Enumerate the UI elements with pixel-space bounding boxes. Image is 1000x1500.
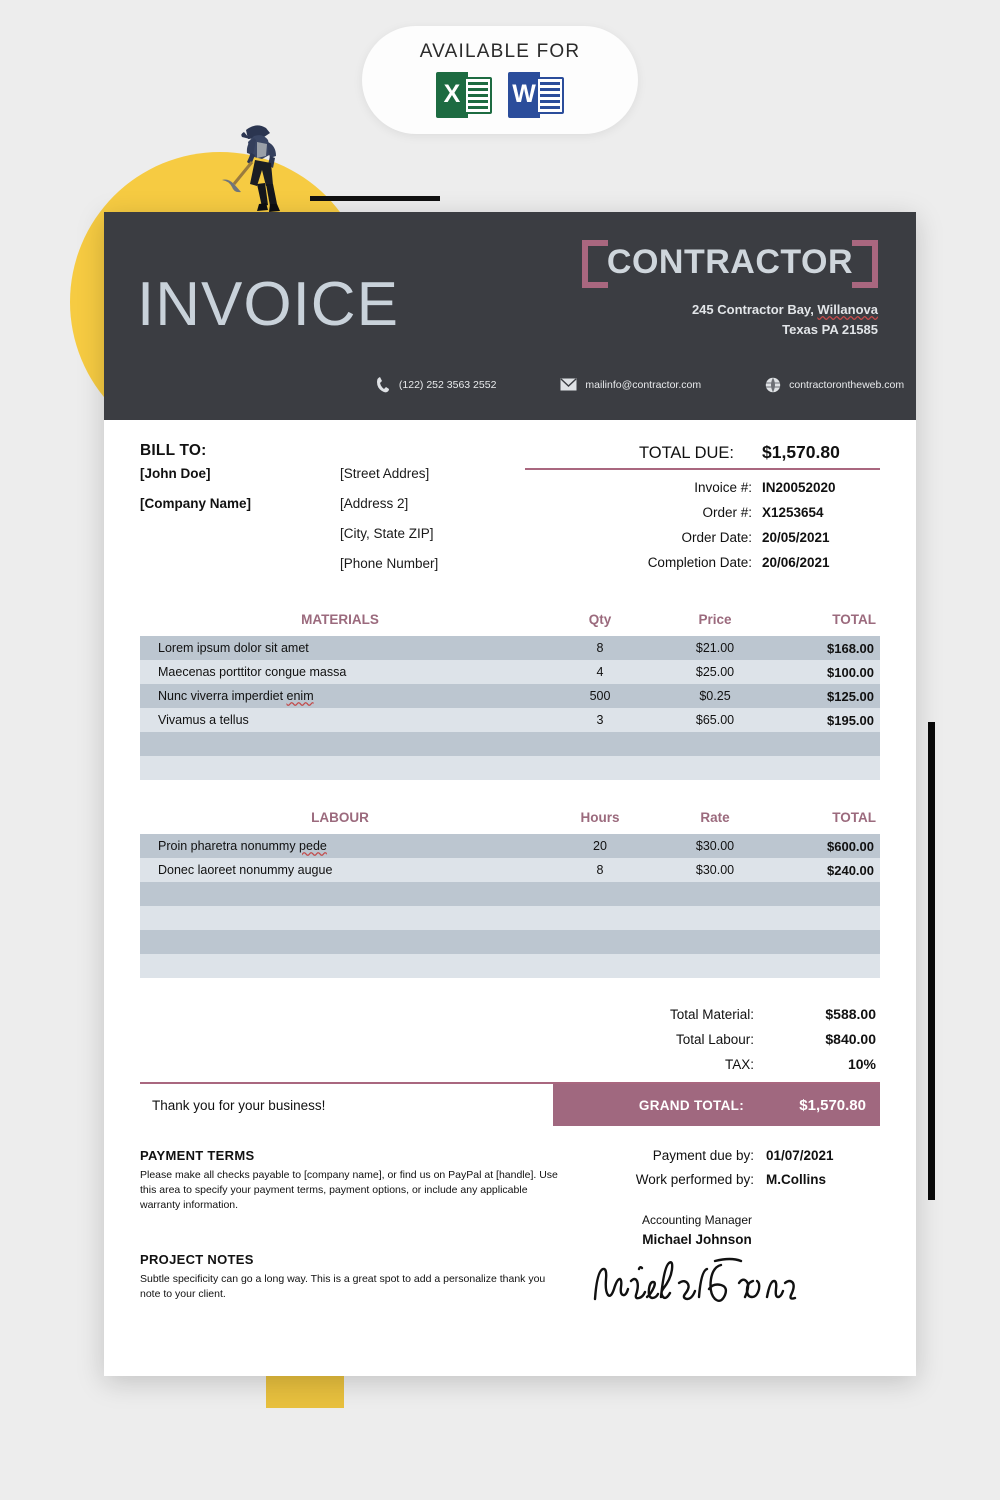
meta-value: 20/05/2021 <box>762 530 830 545</box>
meta-row-order-date <box>525 530 880 545</box>
mail-icon <box>560 378 577 391</box>
word-icon-letter: W <box>508 72 540 118</box>
materials-header-desc: MATERIALS <box>301 612 379 627</box>
row-price: $25.00 <box>695 665 735 679</box>
labour-header-rate: Rate <box>700 810 730 825</box>
project-notes-heading: PROJECT NOTES <box>140 1251 254 1267</box>
footer-left-column <box>140 1148 560 1318</box>
spellcheck-word: enim <box>286 689 314 703</box>
black-bar-right-decoration <box>928 722 935 1200</box>
payment-terms-body: Please make all checks payable to [company name], or find us on PayPal at [handle]. Use this area to specify your payment terms, payment options, or include any applicable warranty information. <box>140 1169 558 1212</box>
totals-block <box>140 1006 880 1072</box>
signature-name: Michael Johnson <box>642 1232 752 1247</box>
spellcheck-word: pede <box>299 839 327 853</box>
meta-row-invoice-number <box>525 480 880 495</box>
work-performed-label: Work performed by: <box>635 1172 754 1187</box>
row-desc: Vivamus a tellus <box>158 713 249 727</box>
grand-total-value: $1,570.80 <box>799 1096 866 1114</box>
invoice-footer <box>140 1148 880 1318</box>
labour-table-header <box>140 810 880 834</box>
total-material-row <box>140 1006 880 1022</box>
materials-header-price: Price <box>698 612 732 627</box>
work-performed-value: M.Collins <box>766 1172 826 1187</box>
row-rate: $30.00 <box>695 863 735 877</box>
row-desc: Lorem ipsum dolor sit amet <box>158 641 309 655</box>
company-address-line2: Texas PA 21585 <box>782 321 878 337</box>
table-row-empty[interactable] <box>140 732 880 756</box>
table-row-empty[interactable] <box>140 930 880 954</box>
table-row[interactable] <box>140 708 880 732</box>
bill-to-address <box>340 466 525 586</box>
materials-table <box>140 612 880 780</box>
thank-you-text: Thank you for your business! <box>152 1098 326 1113</box>
work-performed-row <box>560 1172 874 1187</box>
table-row[interactable] <box>140 636 880 660</box>
materials-header-qty: Qty <box>588 612 612 627</box>
meta-label: Invoice #: <box>694 480 752 495</box>
materials-table-header <box>140 612 880 636</box>
bill-to-address2: [Address 2] <box>340 496 409 511</box>
total-label: Total Labour: <box>675 1032 754 1047</box>
excel-icon-letter: X <box>436 72 468 118</box>
globe-icon <box>765 377 781 393</box>
invoice-header <box>104 212 916 420</box>
row-total: $125.00 <box>827 688 874 704</box>
excel-icon-sheet <box>464 77 492 114</box>
company-address <box>582 300 878 339</box>
table-row-empty[interactable] <box>140 882 880 906</box>
table-row[interactable] <box>140 660 880 684</box>
payment-due-row <box>560 1148 874 1163</box>
tax-row <box>140 1056 880 1072</box>
contact-phone-text: (122) 252 3563 2552 <box>398 378 497 391</box>
project-notes-block <box>140 1252 560 1302</box>
row-qty: 500 <box>589 689 611 703</box>
grand-total-bar <box>553 1084 880 1126</box>
total-value: $840.00 <box>825 1031 876 1047</box>
row-qty: 8 <box>596 641 604 655</box>
row-total: $100.00 <box>827 664 874 680</box>
labour-header-total: TOTAL <box>832 810 876 825</box>
available-for-badge <box>362 26 638 134</box>
contact-website <box>765 377 904 393</box>
header-contacts <box>104 376 916 393</box>
badge-title: AVAILABLE FOR <box>419 40 581 62</box>
excel-icon <box>436 70 492 120</box>
total-value: 10% <box>847 1056 876 1072</box>
materials-header-total: TOTAL <box>832 612 876 627</box>
table-row-empty[interactable] <box>140 906 880 930</box>
row-total: $240.00 <box>827 862 874 878</box>
yellow-rect-bottom-decoration <box>266 1376 344 1408</box>
total-label: Total Material: <box>669 1007 754 1022</box>
meta-value: IN20052020 <box>762 480 836 495</box>
badge-icon-group <box>436 70 564 120</box>
total-due-row <box>525 442 880 470</box>
footer-right-column <box>560 1148 880 1318</box>
meta-row-order-number <box>525 505 880 520</box>
meta-value: 20/06/2021 <box>762 555 830 570</box>
signature-image <box>560 1253 834 1318</box>
row-price: $0.25 <box>699 689 731 703</box>
total-labour-row <box>140 1031 880 1047</box>
row-qty: 4 <box>596 665 604 679</box>
contact-email-text: mailinfo@contractor.com <box>585 378 702 391</box>
worker-figurine-image <box>210 112 300 222</box>
table-row[interactable] <box>140 834 880 858</box>
meta-row-completion-date <box>525 555 880 570</box>
bill-to-phone: [Phone Number] <box>340 556 439 571</box>
payment-due-label: Payment due by: <box>652 1148 754 1163</box>
invoice-sheet <box>104 212 916 1376</box>
meta-label: Completion Date: <box>647 555 752 570</box>
bill-to-street: [Street Addres] <box>340 466 430 481</box>
bill-to-block <box>140 442 525 586</box>
labour-header-desc: LABOUR <box>311 810 369 825</box>
payment-due-value: 01/07/2021 <box>766 1148 834 1163</box>
black-bar-top-decoration <box>310 196 440 201</box>
row-price: $21.00 <box>695 641 735 655</box>
signature-block <box>560 1213 874 1318</box>
meta-value: X1253654 <box>762 505 824 520</box>
total-due-value: $1,570.80 <box>762 442 840 462</box>
table-row-empty[interactable] <box>140 954 880 978</box>
row-desc: Donec laoreet nonummy augue <box>158 863 333 877</box>
total-value: $588.00 <box>825 1006 876 1022</box>
word-icon <box>508 70 564 120</box>
row-total: $195.00 <box>827 712 874 728</box>
phone-icon <box>376 376 391 393</box>
contact-phone <box>376 376 497 393</box>
row-hours: 20 <box>593 839 607 853</box>
word-icon-page <box>536 77 564 114</box>
bill-to-city: [City, State ZIP] <box>340 526 434 541</box>
row-total: $168.00 <box>827 640 874 656</box>
meta-label: Order #: <box>702 505 752 520</box>
bill-to-heading: BILL TO: <box>140 442 207 459</box>
row-total: $600.00 <box>827 838 874 854</box>
table-row-empty[interactable] <box>140 756 880 780</box>
grand-total-label: GRAND TOTAL: <box>638 1097 744 1113</box>
row-qty: 3 <box>596 713 604 727</box>
company-address-line1: 245 Contractor Bay, Willanova <box>691 302 878 317</box>
bill-and-meta-row <box>140 442 880 586</box>
meta-label: Order Date: <box>681 530 752 545</box>
labour-header-hours: Hours <box>580 810 620 825</box>
page-title: INVOICE <box>137 270 399 339</box>
bill-to-names <box>140 466 340 586</box>
bill-to-company: [Company Name] <box>140 496 252 511</box>
row-desc: Proin pharetra nonummy pede <box>158 839 327 853</box>
row-hours: 8 <box>596 863 604 877</box>
contact-website-text: contractorontheweb.com <box>789 378 905 391</box>
table-row[interactable] <box>140 684 880 708</box>
total-due-label: TOTAL DUE: <box>638 444 734 462</box>
signature-role: Accounting Manager <box>641 1213 753 1227</box>
table-row[interactable] <box>140 858 880 882</box>
payment-terms-heading: PAYMENT TERMS <box>140 1148 255 1163</box>
row-desc: Maecenas porttitor congue massa <box>158 665 347 679</box>
project-notes-body: Subtle specificity can go a long way. This is a great spot to add a personalize thank you note to your client. <box>140 1272 546 1300</box>
invoice-meta-block <box>525 442 880 586</box>
row-desc: Nunc viverra imperdiet enim <box>158 689 314 703</box>
invoice-body <box>104 420 916 1318</box>
row-price: $65.00 <box>695 713 735 727</box>
row-rate: $30.00 <box>695 839 735 853</box>
contact-email <box>560 378 701 391</box>
spellcheck-word: Willanova <box>817 302 878 317</box>
total-label: TAX: <box>724 1057 754 1072</box>
company-logo <box>582 240 878 339</box>
grand-total-line <box>140 1082 880 1126</box>
labour-table <box>140 810 880 978</box>
bill-to-name: [John Doe] <box>140 466 211 481</box>
company-logo-text: CONTRACTOR <box>606 243 854 281</box>
